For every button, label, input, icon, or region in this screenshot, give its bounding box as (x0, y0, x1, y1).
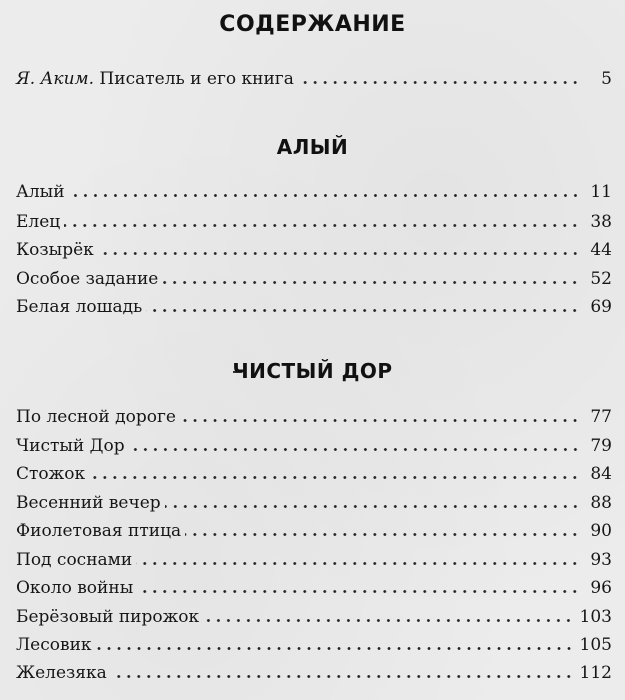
toc-row (16, 630, 612, 656)
toc-title: По лесной дороге (16, 407, 176, 427)
page-number: 112 (579, 663, 612, 683)
leader-dots (96, 646, 574, 651)
toc-title: Алый (16, 182, 65, 202)
page-number: 77 (590, 407, 612, 427)
toc-row (16, 235, 612, 261)
toc-row (16, 264, 612, 290)
page-number: 105 (579, 635, 612, 655)
toc-title: Белая лошадь (16, 297, 143, 317)
page-number: 44 (590, 240, 612, 260)
toc-row (16, 516, 612, 542)
leader-dots (89, 475, 580, 480)
toc-row (16, 573, 612, 599)
leader-dots (165, 504, 580, 509)
contents-heading: СОДЕРЖАНИЕ (219, 12, 406, 37)
intro-entry (16, 68, 298, 90)
toc-row (16, 177, 612, 203)
toc-title: Под соснами (16, 550, 133, 570)
leader-dots (162, 280, 580, 285)
toc-row (16, 431, 612, 457)
page-number: 11 (590, 182, 612, 202)
toc-row (16, 459, 612, 485)
toc-row (16, 292, 612, 318)
page-number: 5 (601, 69, 612, 89)
toc-row (16, 488, 612, 514)
page-number: 79 (590, 436, 612, 456)
leader-dots (137, 589, 580, 594)
toc-title: Фиолетовая птица (16, 521, 182, 541)
section-heading-aly: АЛЫЙ (276, 135, 349, 159)
toc-title: Весенний вечер (16, 493, 161, 513)
toc-intro-row (16, 64, 612, 90)
toc-title: Стожок (16, 464, 86, 484)
leader-dots (69, 193, 580, 198)
page-number: 84 (590, 464, 612, 484)
leader-dots (129, 447, 580, 452)
page-number: 69 (590, 297, 612, 317)
leader-dots (185, 532, 580, 537)
toc-title: Козырёк (16, 240, 94, 260)
intro-author: Я. Аким. (16, 69, 95, 89)
toc-title: Особое задание (16, 269, 159, 289)
toc-title: Железяка (16, 663, 107, 683)
toc-title: Около войны (16, 578, 134, 598)
leader-dots (98, 251, 580, 256)
page-number: 38 (590, 212, 612, 232)
leader-dots (111, 674, 574, 679)
leader-dots (203, 618, 573, 623)
page-number: 96 (590, 578, 612, 598)
page-number: 90 (590, 521, 612, 541)
toc-title: Чистый Дор (16, 436, 125, 456)
toc-row (16, 545, 612, 571)
page-number: 93 (590, 550, 612, 570)
toc-row (16, 402, 612, 428)
section-heading-chisty-dor: ЧИСТЫЙ ДОР (232, 359, 393, 383)
toc-row (16, 602, 612, 628)
leader-dots (146, 308, 580, 313)
toc-title: Берёзовый пирожок (16, 607, 200, 627)
toc-title: Лесовик (16, 635, 92, 655)
page-number: 88 (590, 493, 612, 513)
toc-row (16, 658, 612, 684)
toc-title: Елец (16, 212, 61, 232)
leader-dots (64, 223, 580, 228)
toc-row (16, 207, 612, 233)
intro-title: Писатель и его книга (99, 69, 294, 89)
leader-dots (298, 80, 580, 85)
leader-dots (136, 561, 580, 566)
page-number: 52 (590, 269, 612, 289)
page-number: 103 (579, 607, 612, 627)
leader-dots (180, 418, 580, 423)
